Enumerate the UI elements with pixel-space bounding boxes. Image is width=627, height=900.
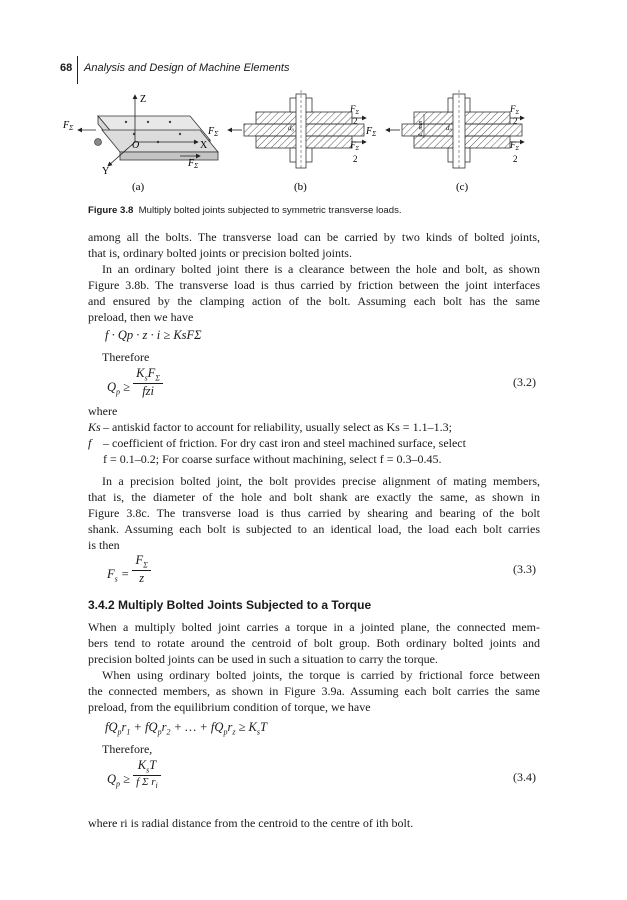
force-label-a-right: $F_\Sigma$ — [188, 158, 199, 170]
where-block — [88, 404, 540, 420]
figure-panel-b — [228, 90, 366, 170]
def-f-text-1: – coefficient of friction. For dry cast iron and steel machined surface, select — [103, 436, 466, 450]
text-line: that is, the diameter of the hole and bolt shank are exactly the same, as shown in — [88, 489, 540, 504]
force-half-c-bottom-den: 2 — [513, 154, 518, 164]
figure-label-c: (c) — [456, 181, 469, 193]
text-line: that is, ordinary bolted joints or precision bolted joints. — [88, 245, 352, 260]
equation-3-4: $Q_p$ ≥ $\frac{K_sT}{f \Sigma r_i}$ — [107, 758, 161, 790]
axis-z-label: Z — [140, 94, 147, 105]
therefore-2: Therefore, — [102, 742, 153, 756]
text-line: When using ordinary bolted joints, the torque is carried by frictional force between — [102, 668, 540, 682]
force-half-c-top-den: 2 — [513, 116, 518, 126]
text-line: is then — [88, 537, 120, 552]
paragraph-4 — [88, 620, 540, 668]
force-label-b-left: $F_\Sigma$ — [208, 126, 219, 138]
figure-caption-label: Figure 3.8 — [88, 205, 134, 216]
equation-number-3-4: (3.4) — [513, 770, 536, 784]
lmin-label-c: L_min — [418, 120, 424, 136]
paragraph-1 — [88, 230, 540, 262]
d0-label-b: d₀ — [288, 124, 294, 132]
figure-3-8 — [60, 90, 570, 202]
force-half-b-bottom: $F_\Sigma$ — [350, 140, 360, 152]
final-paragraph — [88, 816, 540, 832]
equation-3-2: $Q_p$ ≥ $\frac{K_sF_\Sigma}{\text{fzi}}$ — [107, 366, 163, 399]
page-number: 68 — [60, 62, 73, 74]
force-half-b-top: $F_\Sigma$ — [350, 104, 360, 116]
force-label-c-left: $F_\Sigma$ — [366, 126, 377, 138]
text-line: precision bolted joints can be used in such a situation to carry the torque. — [88, 651, 438, 666]
origin-label: O — [132, 140, 140, 151]
therefore-1: Therefore — [102, 350, 150, 364]
paragraph-2 — [88, 262, 540, 326]
force-label-a-left: $F_\Sigma$ — [63, 120, 74, 132]
where-label: where — [88, 404, 118, 418]
figure-label-b: (b) — [294, 181, 307, 193]
running-title: Analysis and Design of Machine Elements — [84, 62, 290, 74]
figure-label-a: (a) — [132, 181, 145, 193]
figure-panel-c — [386, 90, 524, 170]
text-line: Figure 3.8c. The transverse load is thus carried by shearing and bearing of the bolt — [88, 505, 540, 520]
force-half-b-top-den: 2 — [353, 116, 358, 126]
text-line: the connected members, as shown in Figure 3.9a. Assuming each bolt carries the same — [88, 683, 540, 698]
figure-caption — [88, 205, 402, 216]
force-half-c-top: $F_\Sigma$ — [510, 104, 520, 116]
force-half-b-bottom-den: 2 — [353, 154, 358, 164]
text-line: shank. Assuming each bolt is subjected to an identical load, the load each bolt carries — [88, 521, 540, 536]
def-f-text-2: f = 0.1–0.2; For coarse surface without machining, select f = 0.3–0.45. — [103, 452, 442, 466]
paragraph-5 — [88, 668, 540, 716]
force-half-c-bottom: $F_\Sigma$ — [510, 140, 520, 152]
text-line: where ri is radial distance from the centroid to the centre of ith bolt. — [88, 816, 414, 830]
text-line: Figure 3.8b. The transverse load is thus carried by friction between the joint interfaces — [88, 277, 540, 292]
text-line: and ensured by the clamping action of the bolt. Assuming each bolt has the same — [88, 293, 540, 308]
figure-caption-text: Multiply bolted joints subjected to symmetric transverse loads. — [138, 205, 402, 216]
def-f-symbol: f — [88, 436, 92, 450]
equation-3-3: $F_s$ = $\frac{F_\Sigma}{z}$ — [107, 553, 151, 586]
axis-y-label: Y — [102, 166, 110, 177]
equation-friction-condition: f · Qp · z · i ≥ KsFΣ — [105, 328, 202, 342]
text-line: among all the bolts. The transverse load can be carried by two kinds of bolted joints, — [88, 230, 540, 244]
equation-number-3-2: (3.2) — [513, 375, 536, 389]
d0-label-c: d₀ — [446, 124, 452, 132]
def-ks-text: – antiskid factor to account for reliability, usually select as Ks = 1.1–1.3; — [103, 420, 452, 434]
text-line: In an ordinary bolted joint there is a clearance between the hole and bolt, as shown — [102, 262, 540, 276]
axis-x-label: X — [200, 140, 208, 151]
text-line: In a precision bolted joint, the bolt provides precise alignment of mating members, — [102, 474, 540, 488]
paragraph-3 — [88, 474, 540, 553]
def-ks-symbol: Ks — [88, 420, 101, 434]
text-line: When a multiply bolted joint carries a torque in a jointed plane, the connected mem- — [88, 620, 540, 634]
section-heading-3-4-2: 3.4.2 Multiply Bolted Joints Subjected to a Torque — [88, 598, 372, 612]
equation-torque-equilibrium: $fQ_pr_1 + fQ_pr_2$ + … + $fQ_pr_z \ge K_sT$ — [105, 720, 267, 737]
text-line: preload, from the equilibrium condition of torque, we have — [88, 699, 371, 714]
text-line: bers tend to rotate around the centroid of bolt group. Both ordinary bolted joints and — [88, 635, 540, 650]
header-divider — [77, 56, 78, 84]
figure-panel-a — [78, 95, 218, 166]
text-line: preload, then we have — [88, 309, 194, 324]
equation-number-3-3: (3.3) — [513, 562, 536, 576]
